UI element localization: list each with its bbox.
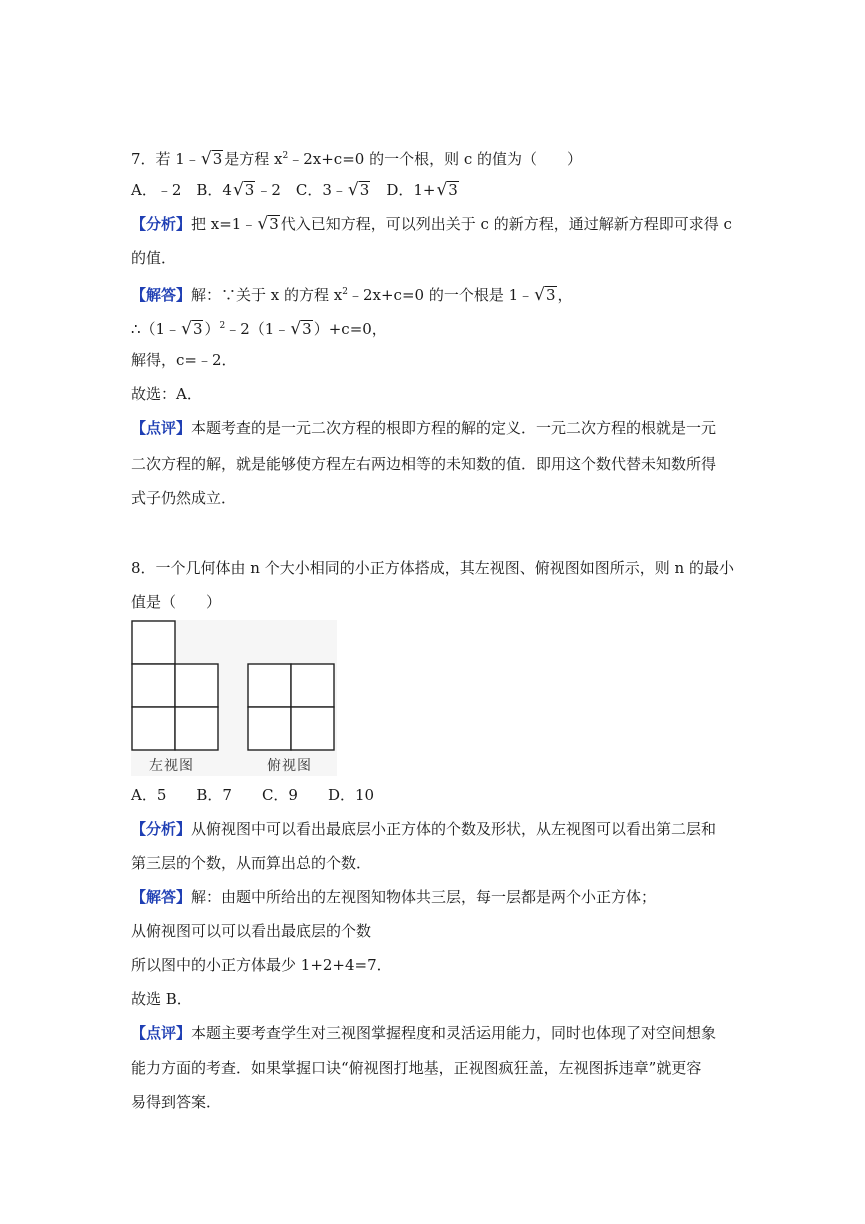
- q8-stem-cont: 值是（ ）: [131, 593, 222, 611]
- q7-comment-cont: 式子仍然成立．: [131, 489, 237, 507]
- analysis-tag: 【分析】: [131, 215, 192, 233]
- sqrt-3: √ 3: [232, 180, 255, 200]
- solution-tag: 【解答】: [131, 286, 192, 304]
- solution-tag: 【解答】: [131, 888, 192, 906]
- q7-comment: 【点评】本题考查的是一元二次方程的根即方程的解的定义．一元二次方程的根就是一元: [131, 419, 717, 437]
- q7-options: A．﹣2 B．4 √ 3 ﹣2 C．3﹣ √ 3 D．1+ √ 3: [131, 180, 458, 200]
- q8-solution-step: 从俯视图可以可以看出最底层的个数: [131, 922, 372, 940]
- top-view-label: 俯视图: [267, 758, 312, 774]
- q8-analysis-cont: 第三层的个数，从而算出总的个数．: [131, 854, 372, 872]
- q7-comment-cont: 二次方程的解，就是能够使方程左右两边相等的未知数的值．即用这个数代替未知数所得: [131, 455, 717, 473]
- comment-tag: 【点评】: [131, 419, 192, 437]
- three-view-figure: [131, 620, 337, 776]
- view-diagram: [131, 620, 337, 776]
- q8-comment-cont: 能力方面的考查．如果掌握口诀“俯视图打地基，正视图疯狂盖，左视图拆违章”就更容: [131, 1059, 702, 1077]
- sqrt-3: √ 3: [534, 285, 556, 305]
- sqrt-3: √ 3: [347, 180, 370, 200]
- q8-comment: 【点评】本题主要考查学生对三视图掌握程度和灵活运用能力，同时也体现了对空间想象: [131, 1024, 717, 1042]
- q7-solution-step: ∴（1﹣ √ 3 ）$^2$﹣2（1﹣ √ 3 ）+c=0，: [131, 319, 387, 339]
- q7-stem: 7．若 1﹣ √ 3 是方程 $x^2﹣2x+c=0$ 的一个根，则 c 的值为（ ）: [131, 149, 583, 169]
- analysis-tag: 【分析】: [131, 820, 192, 838]
- q8-options: A．5 B．7 C．9 D．10: [131, 786, 375, 804]
- sqrt-3: √ 3: [181, 319, 203, 339]
- sqrt-3: √ 3: [257, 214, 279, 234]
- q8-answer: 故选 B．: [131, 990, 192, 1008]
- sqrt-3: √ 3: [290, 319, 312, 339]
- q7-answer: 故选：A．: [131, 385, 202, 403]
- q7-analysis: 【分析】把 x=1﹣ √ 3 代入已知方程，可以列出关于 c 的新方程，通过解新方程即可求得 c: [131, 214, 732, 234]
- left-view-label: 左视图: [149, 758, 194, 774]
- q8-comment-cont: 易得到答案．: [131, 1093, 222, 1111]
- sqrt-3: √ 3: [436, 180, 458, 200]
- q8-stem: 8．一个几何体由 n 个大小相同的小正方体搭成，其左视图、俯视图如图所示，则 n 的最小: [131, 559, 734, 577]
- q8-solution-step: 所以图中的小正方体最少 1+2+4=7．: [131, 956, 392, 974]
- q7-solution: 【解答】解：∵关于 x 的方程 $x^2﹣2x+c=0$ 的一个根是 1﹣ √ 3 ，: [131, 285, 573, 305]
- top-view: [248, 664, 334, 750]
- q8-solution: 【解答】解：由题中所给出的左视图知物体共三层，每一层都是两个小正方体；: [131, 888, 657, 906]
- sqrt-3: √ 3: [200, 149, 223, 169]
- q7-solution-result: 解得，c=﹣2．: [131, 351, 237, 369]
- comment-tag: 【点评】: [131, 1024, 192, 1042]
- q7-analysis-cont: 的值．: [131, 249, 177, 267]
- q8-analysis: 【分析】从俯视图中可以看出最底层小正方体的个数及形状，从左视图可以看出第二层和: [131, 820, 717, 838]
